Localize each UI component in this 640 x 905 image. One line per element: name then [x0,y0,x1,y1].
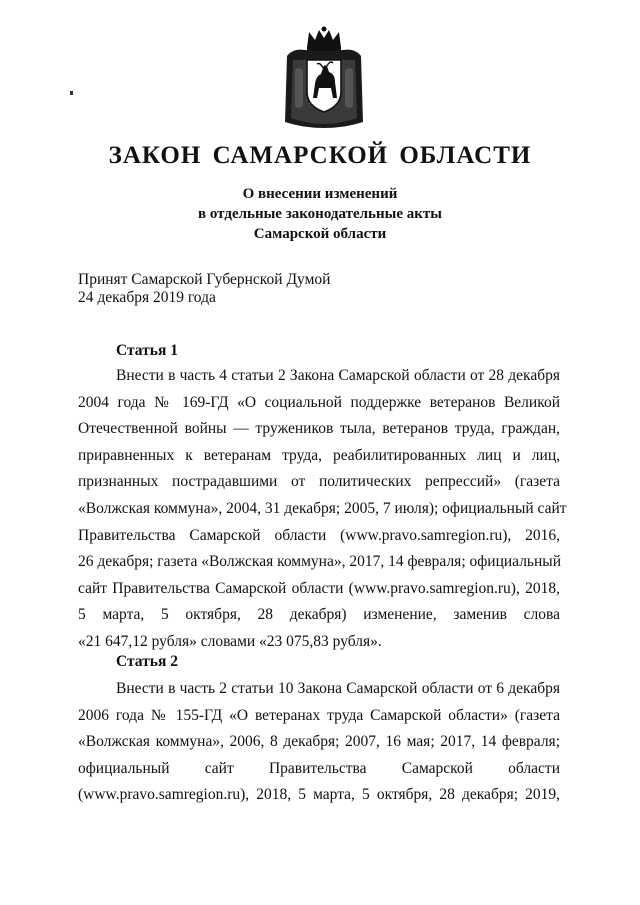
subtitle-line: в отдельные законодательные акты [198,206,442,222]
scan-artifact [70,91,73,95]
paragraph-line: 2006 года № 155-ГД «О ветеранах труда Самарской области» (газета [78,706,560,724]
paragraph-line: официальный сайт Правительства Самарской области [78,759,560,777]
paragraph-line: сайт Правительства Самарской области (www.pravo.samregion.ru), 2018, [78,579,560,597]
paragraph-line: Правительства Самарской области (www.pravo.samregion.ru), 2016, [78,526,560,544]
subtitle-line: О внесении изменений [242,186,398,202]
paragraph-line: признанных пострадавшими от политических репрессий» (газета [78,473,560,491]
article-heading: Статья 2 [116,653,178,670]
article-heading: Статья 1 [116,342,178,359]
paragraph-line: 5 марта, 5 октября, 28 декабря) изменение, заменив слова [78,606,560,624]
article-paragraph [78,363,567,656]
paragraph-line: приравненных к ветеранам труда, реабилитированных лиц и лиц, [78,446,560,464]
law-title: ЗАКОН САМАРСКОЙ ОБЛАСТИ [108,142,532,169]
coat-of-arms-emblem [283,26,365,130]
paragraph-line: Отечественной войны — тружеников тыла, ветеранов труда, граждан, [78,420,560,438]
paragraph-line: 26 декабря; газета «Волжская коммуна», 2017, 14 февраля; официальный [78,553,561,571]
article-paragraph [78,676,560,809]
paragraph-line: 2004 года № 169-ГД «О социальной поддержке ветеранов Великой [78,393,560,411]
adoption-line: 24 декабря 2019 года [78,289,216,306]
paragraph-line: «Волжская коммуна», 2006, 8 декабря; 2007, 16 мая; 2017, 14 февраля; [78,733,560,751]
paragraph-line: «Волжская коммуна», 2004, 31 декабря; 2005, 7 июля); официальный сайт [78,499,567,517]
law-subtitle [0,184,640,244]
paragraph-line: (www.pravo.samregion.ru), 2018, 5 марта, 5 октября, 28 декабря; 2019, [78,786,560,804]
adoption-line: Принят Самарской Губернской Думой [78,271,331,288]
adoption-note [78,271,330,307]
subtitle-line: Самарской области [253,226,387,242]
paragraph-line: Внести в часть 2 статьи 10 Закона Самарской области от 6 декабря [116,680,560,697]
paragraph-line: «21 647,12 рубля» словами «23 075,83 рубля». [78,632,382,650]
paragraph-line: Внести в часть 4 статьи 2 Закона Самарской области от 28 декабря [116,367,560,384]
